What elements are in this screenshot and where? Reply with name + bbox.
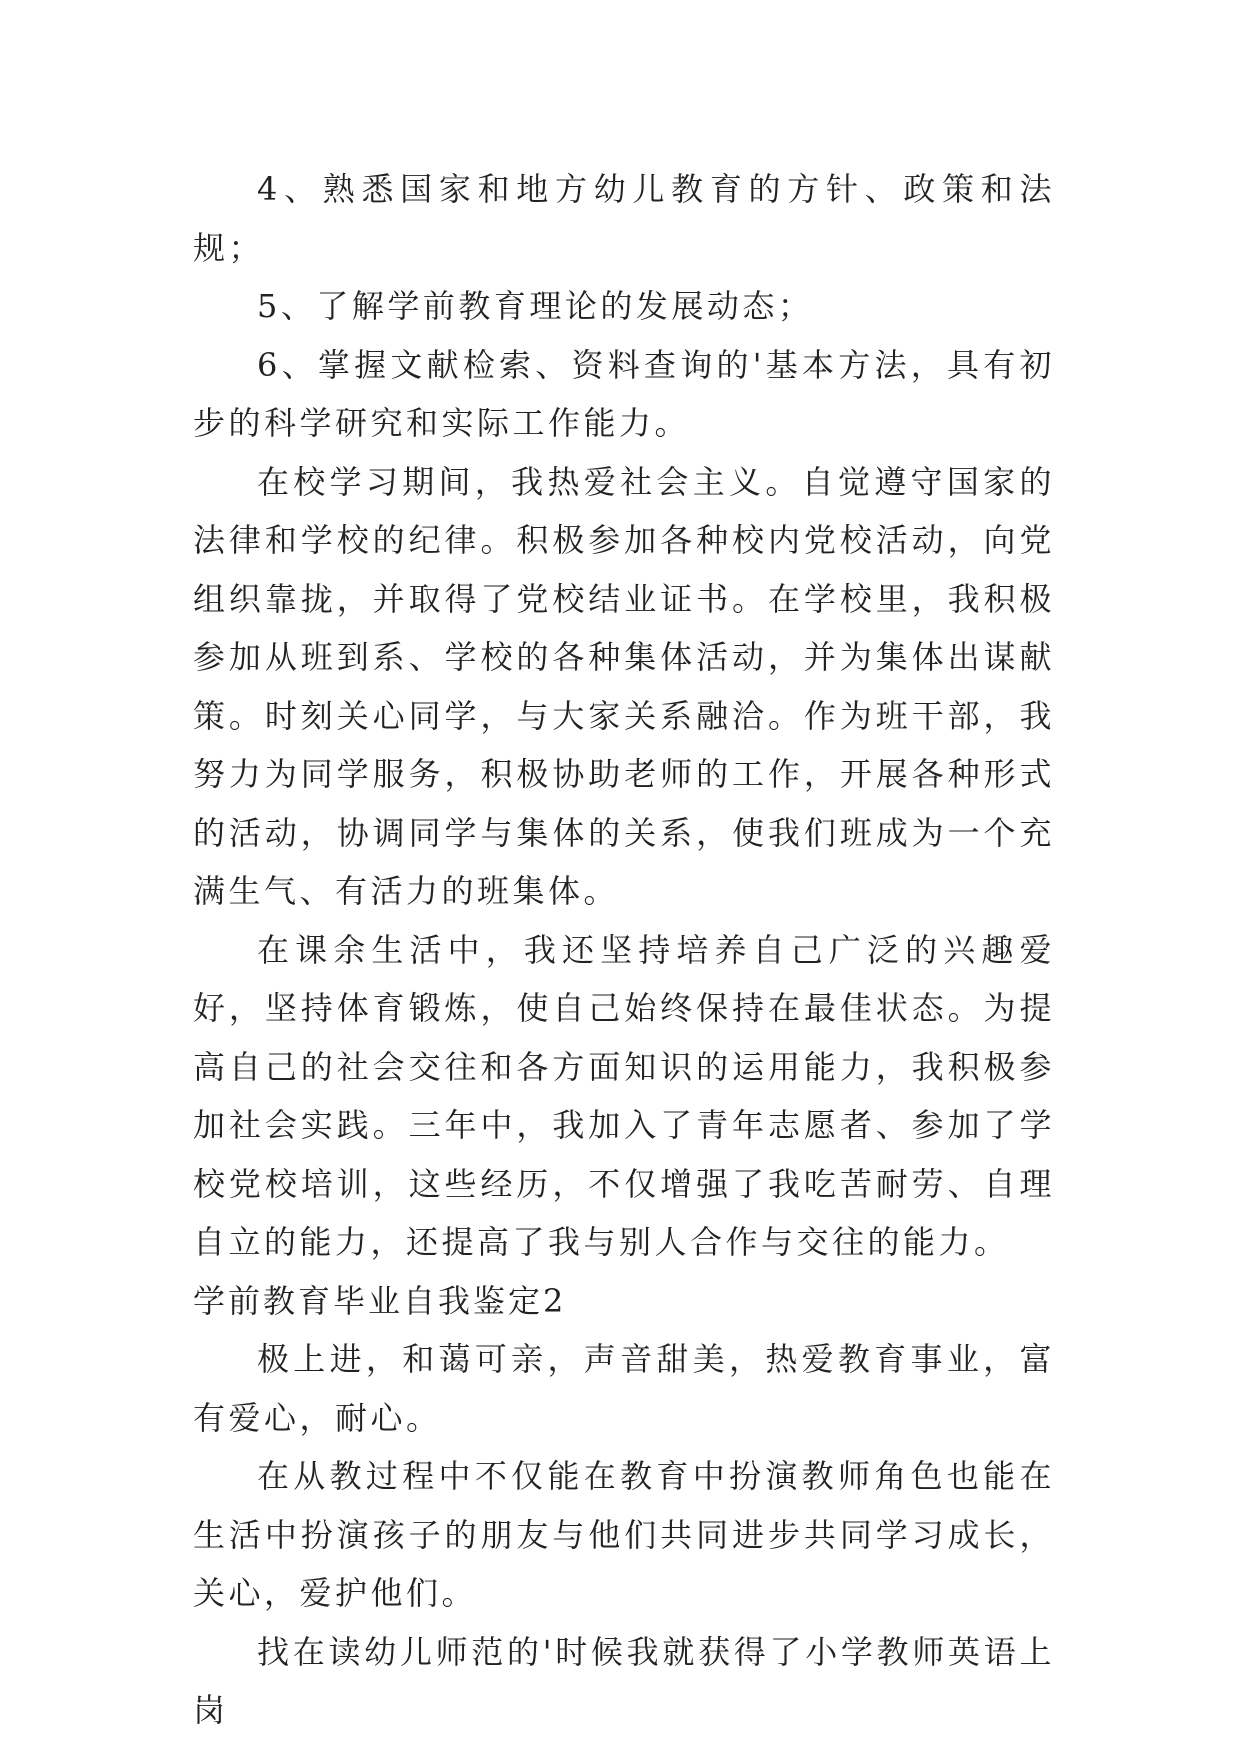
paragraph-certificate: 找在读幼儿师范的'时候我就获得了小学教师英语上岗 xyxy=(193,1632,1055,1729)
section-heading: 学前教育毕业自我鉴定2 xyxy=(193,1281,567,1320)
paragraph-school-life: 在校学习期间，我热爱社会主义。自觉遵守国家的法律和学校的纪律。积极参加各种校内党校活动，向党组织靠拢，并取得了党校结业证书。在学校里，我积极参加从班到系、学校的各种集体活动，并为集体出谋献策。时刻关心同学，与大家关系融洽。作为班干部，我努力为同学服务，积极协助老师的工作，开展各种形式的活动，协调同学与集体的关系，使我们班成为一个充满生气、有活力的班集体。 xyxy=(193,462,1055,910)
paragraph-extracurricular: 在课余生活中，我还坚持培养自己广泛的兴趣爱好，坚持体育锻炼，使自己始终保持在最佳状态。为提高自己的社会交往和各方面知识的运用能力，我积极参加社会实践。三年中，我加入了青年志愿者、参加了学校党校培训，这些经历，不仅增强了我吃苦耐劳、自理自立的能力，还提高了我与别人合作与交往的能力。 xyxy=(193,930,1055,1261)
document-body xyxy=(193,160,1055,1740)
list-item-4: 4、熟悉国家和地方幼儿教育的方针、政策和法规； xyxy=(193,170,1055,267)
list-item-5: 5、了解学前教育理论的发展动态； xyxy=(257,287,814,325)
list-item-6: 6、掌握文献检索、资料查询的'基本方法，具有初步的科学研究和实际工作能力。 xyxy=(193,345,1055,442)
paragraph-teaching: 在从教过程中不仅能在教育中扮演教师角色也能在生活中扮演孩子的朋友与他们共同进步共同学习成长，关心，爱护他们。 xyxy=(193,1457,1055,1612)
paragraph-character: 极上进，和蔼可亲，声音甜美，热爱教育事业，富有爱心，耐心。 xyxy=(193,1340,1055,1437)
